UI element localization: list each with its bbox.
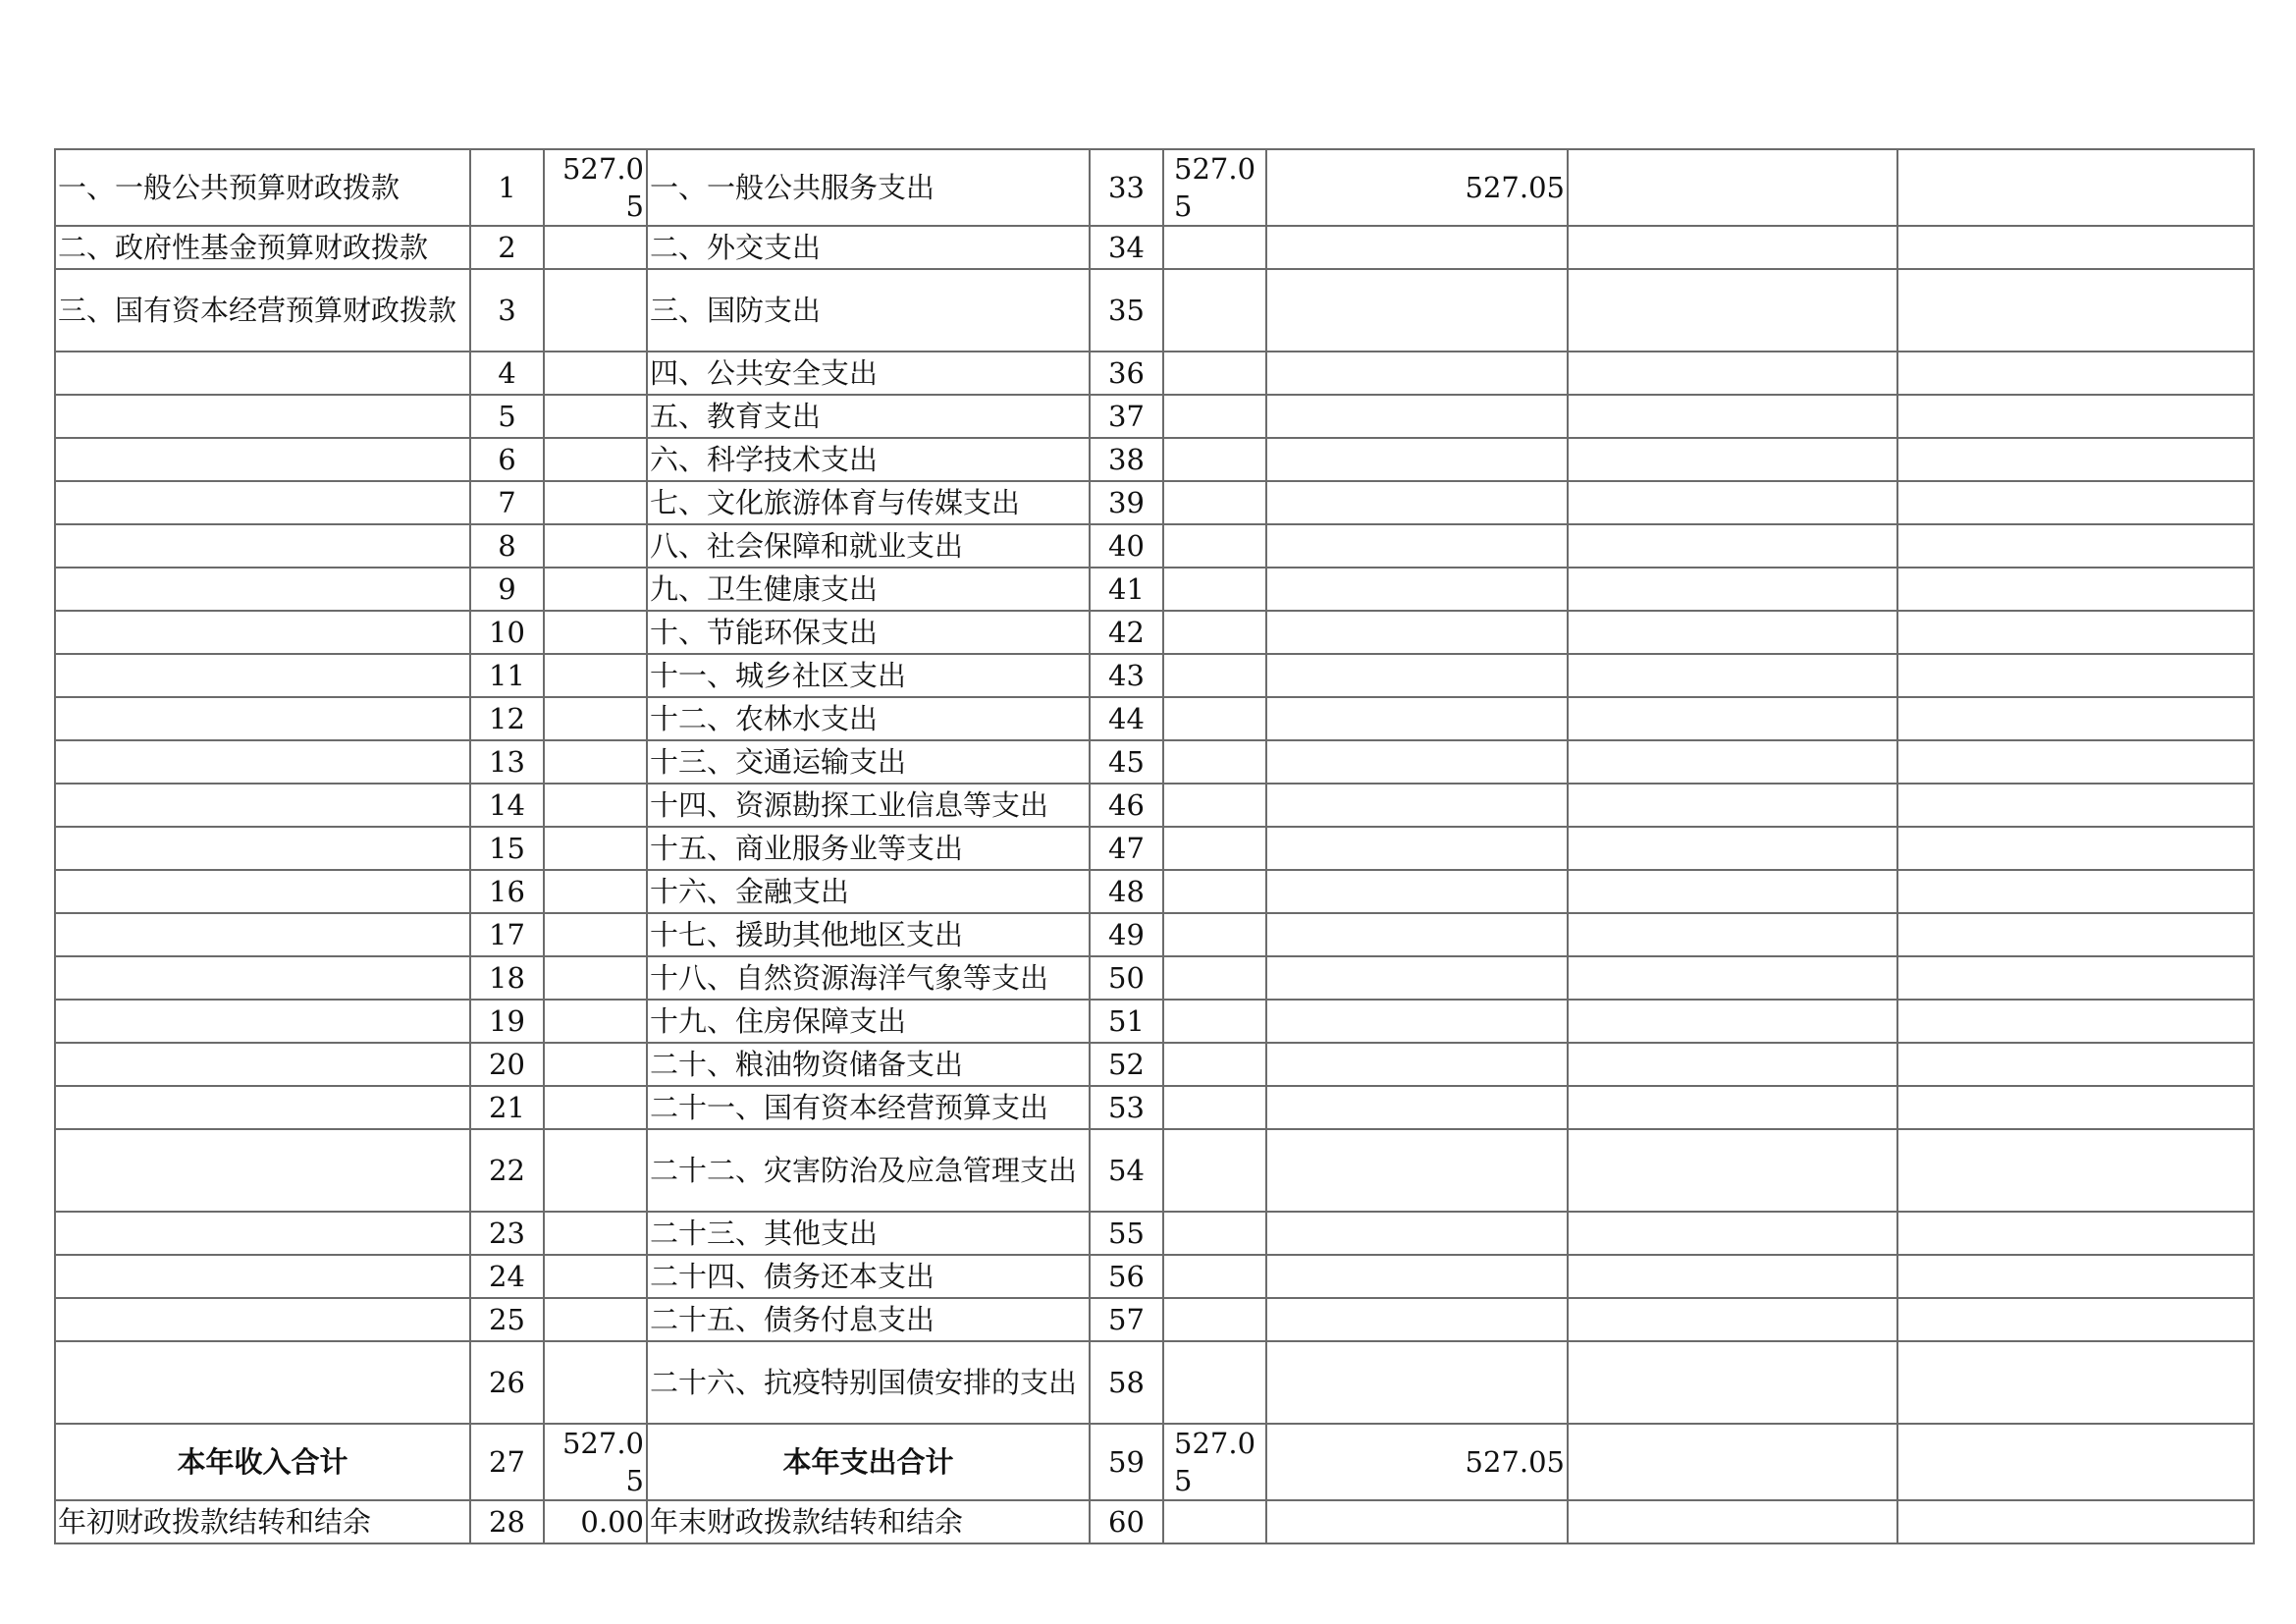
expenditure-general-budget bbox=[1266, 654, 1568, 697]
expenditure-general-budget bbox=[1266, 611, 1568, 654]
expenditure-general-budget bbox=[1266, 269, 1568, 352]
income-item-name bbox=[55, 568, 470, 611]
income-line-number: 16 bbox=[470, 870, 544, 913]
income-item-name bbox=[55, 1000, 470, 1043]
income-item-name bbox=[55, 1255, 470, 1298]
table-row bbox=[55, 1255, 2254, 1298]
expenditure-general-budget bbox=[1266, 1298, 1568, 1341]
expenditure-state-capital-budget bbox=[1897, 1298, 2254, 1341]
expenditure-state-capital-budget bbox=[1897, 784, 2254, 827]
expenditure-state-capital-budget bbox=[1897, 1086, 2254, 1129]
income-amount bbox=[544, 870, 647, 913]
expenditure-state-capital-budget bbox=[1897, 1129, 2254, 1212]
income-item-name: 本年收入合计 bbox=[55, 1424, 470, 1500]
expenditure-fund-budget bbox=[1568, 226, 1897, 269]
expenditure-state-capital-budget bbox=[1897, 1341, 2254, 1424]
expenditure-total bbox=[1163, 1000, 1266, 1043]
expenditure-general-budget bbox=[1266, 1500, 1568, 1543]
income-line-number: 5 bbox=[470, 395, 544, 438]
income-line-number: 4 bbox=[470, 352, 544, 395]
expenditure-fund-budget bbox=[1568, 524, 1897, 568]
expenditure-item-name: 十七、援助其他地区支出 bbox=[647, 913, 1090, 956]
expenditure-line-number: 60 bbox=[1090, 1500, 1163, 1543]
income-item-name bbox=[55, 784, 470, 827]
income-item-name bbox=[55, 1086, 470, 1129]
expenditure-item-name: 本年支出合计 bbox=[647, 1424, 1090, 1500]
expenditure-fund-budget bbox=[1568, 1043, 1897, 1086]
income-amount bbox=[544, 395, 647, 438]
expenditure-item-name: 二十三、其他支出 bbox=[647, 1212, 1090, 1255]
income-line-number: 23 bbox=[470, 1212, 544, 1255]
expenditure-fund-budget bbox=[1568, 784, 1897, 827]
expenditure-general-budget bbox=[1266, 1255, 1568, 1298]
expenditure-general-budget bbox=[1266, 226, 1568, 269]
income-line-number: 17 bbox=[470, 913, 544, 956]
expenditure-general-budget bbox=[1266, 697, 1568, 740]
expenditure-item-name: 四、公共安全支出 bbox=[647, 352, 1090, 395]
expenditure-item-name: 五、教育支出 bbox=[647, 395, 1090, 438]
expenditure-line-number: 43 bbox=[1090, 654, 1163, 697]
expenditure-fund-budget bbox=[1568, 1298, 1897, 1341]
table-row bbox=[55, 654, 2254, 697]
expenditure-total bbox=[1163, 1086, 1266, 1129]
table-row bbox=[55, 568, 2254, 611]
expenditure-line-number: 50 bbox=[1090, 956, 1163, 1000]
expenditure-general-budget bbox=[1266, 956, 1568, 1000]
expenditure-line-number: 45 bbox=[1090, 740, 1163, 784]
expenditure-item-name: 六、科学技术支出 bbox=[647, 438, 1090, 481]
income-line-number: 7 bbox=[470, 481, 544, 524]
expenditure-total bbox=[1163, 1298, 1266, 1341]
expenditure-total bbox=[1163, 438, 1266, 481]
expenditure-item-name: 十五、商业服务业等支出 bbox=[647, 827, 1090, 870]
expenditure-total bbox=[1163, 654, 1266, 697]
table-row bbox=[55, 1129, 2254, 1212]
income-amount bbox=[544, 1212, 647, 1255]
expenditure-general-budget: 527.05 bbox=[1266, 1424, 1568, 1500]
expenditure-item-name: 十九、住房保障支出 bbox=[647, 1000, 1090, 1043]
table-row bbox=[55, 438, 2254, 481]
expenditure-line-number: 42 bbox=[1090, 611, 1163, 654]
income-amount bbox=[544, 1000, 647, 1043]
expenditure-state-capital-budget bbox=[1897, 870, 2254, 913]
expenditure-line-number: 58 bbox=[1090, 1341, 1163, 1424]
expenditure-state-capital-budget bbox=[1897, 740, 2254, 784]
expenditure-total bbox=[1163, 269, 1266, 352]
expenditure-general-budget bbox=[1266, 784, 1568, 827]
table-row bbox=[55, 827, 2254, 870]
income-item-name bbox=[55, 1129, 470, 1212]
expenditure-item-name: 三、国防支出 bbox=[647, 269, 1090, 352]
income-line-number: 2 bbox=[470, 226, 544, 269]
income-item-name bbox=[55, 827, 470, 870]
expenditure-line-number: 57 bbox=[1090, 1298, 1163, 1341]
income-amount bbox=[544, 913, 647, 956]
income-amount bbox=[544, 784, 647, 827]
expenditure-total bbox=[1163, 1500, 1266, 1543]
income-amount bbox=[544, 226, 647, 269]
expenditure-line-number: 37 bbox=[1090, 395, 1163, 438]
expenditure-state-capital-budget bbox=[1897, 1212, 2254, 1255]
income-item-name: 一、一般公共预算财政拨款 bbox=[55, 149, 470, 226]
income-item-name bbox=[55, 1043, 470, 1086]
expenditure-general-budget bbox=[1266, 1086, 1568, 1129]
expenditure-state-capital-budget bbox=[1897, 524, 2254, 568]
expenditure-fund-budget bbox=[1568, 1255, 1897, 1298]
income-line-number: 8 bbox=[470, 524, 544, 568]
expenditure-general-budget: 527.05 bbox=[1266, 149, 1568, 226]
income-amount bbox=[544, 352, 647, 395]
expenditure-state-capital-budget bbox=[1897, 226, 2254, 269]
expenditure-general-budget bbox=[1266, 1341, 1568, 1424]
expenditure-state-capital-budget bbox=[1897, 352, 2254, 395]
income-item-name: 三、国有资本经营预算财政拨款 bbox=[55, 269, 470, 352]
expenditure-item-name: 二、外交支出 bbox=[647, 226, 1090, 269]
expenditure-general-budget bbox=[1266, 827, 1568, 870]
income-amount bbox=[544, 481, 647, 524]
expenditure-state-capital-budget bbox=[1897, 913, 2254, 956]
expenditure-item-name: 十六、金融支出 bbox=[647, 870, 1090, 913]
expenditure-item-name: 十三、交通运输支出 bbox=[647, 740, 1090, 784]
expenditure-line-number: 34 bbox=[1090, 226, 1163, 269]
budget-summary-table bbox=[54, 148, 2255, 1544]
expenditure-fund-budget bbox=[1568, 1129, 1897, 1212]
income-item-name bbox=[55, 481, 470, 524]
income-item-name: 二、政府性基金预算财政拨款 bbox=[55, 226, 470, 269]
expenditure-line-number: 56 bbox=[1090, 1255, 1163, 1298]
income-item-name bbox=[55, 438, 470, 481]
income-amount bbox=[544, 438, 647, 481]
expenditure-line-number: 53 bbox=[1090, 1086, 1163, 1129]
table-row bbox=[55, 481, 2254, 524]
income-amount bbox=[544, 1341, 647, 1424]
income-line-number: 14 bbox=[470, 784, 544, 827]
expenditure-general-budget bbox=[1266, 870, 1568, 913]
expenditure-fund-budget bbox=[1568, 481, 1897, 524]
income-amount bbox=[544, 1255, 647, 1298]
income-amount bbox=[544, 611, 647, 654]
income-amount bbox=[544, 1086, 647, 1129]
expenditure-fund-budget bbox=[1568, 149, 1897, 226]
income-line-number: 15 bbox=[470, 827, 544, 870]
table-row bbox=[55, 524, 2254, 568]
income-line-number: 22 bbox=[470, 1129, 544, 1212]
table-row bbox=[55, 1341, 2254, 1424]
table-row bbox=[55, 352, 2254, 395]
table-row bbox=[55, 611, 2254, 654]
expenditure-total bbox=[1163, 352, 1266, 395]
expenditure-total: 527.05 bbox=[1163, 1424, 1266, 1500]
income-item-name bbox=[55, 913, 470, 956]
income-amount: 527.05 bbox=[544, 1424, 647, 1500]
expenditure-fund-budget bbox=[1568, 1212, 1897, 1255]
expenditure-state-capital-budget bbox=[1897, 1000, 2254, 1043]
expenditure-fund-budget bbox=[1568, 740, 1897, 784]
table-row bbox=[55, 149, 2254, 226]
expenditure-item-name: 十、节能环保支出 bbox=[647, 611, 1090, 654]
income-line-number: 18 bbox=[470, 956, 544, 1000]
expenditure-total bbox=[1163, 697, 1266, 740]
income-amount bbox=[544, 1043, 647, 1086]
income-item-name bbox=[55, 956, 470, 1000]
expenditure-state-capital-budget bbox=[1897, 1255, 2254, 1298]
expenditure-total bbox=[1163, 481, 1266, 524]
expenditure-item-name: 十一、城乡社区支出 bbox=[647, 654, 1090, 697]
table-row bbox=[55, 1212, 2254, 1255]
income-line-number: 28 bbox=[470, 1500, 544, 1543]
expenditure-item-name: 一、一般公共服务支出 bbox=[647, 149, 1090, 226]
expenditure-item-name: 二十、粮油物资储备支出 bbox=[647, 1043, 1090, 1086]
expenditure-total bbox=[1163, 740, 1266, 784]
expenditure-total bbox=[1163, 827, 1266, 870]
expenditure-line-number: 44 bbox=[1090, 697, 1163, 740]
expenditure-general-budget bbox=[1266, 481, 1568, 524]
table-row bbox=[55, 1500, 2254, 1543]
expenditure-total: 527.05 bbox=[1163, 149, 1266, 226]
expenditure-line-number: 47 bbox=[1090, 827, 1163, 870]
expenditure-line-number: 51 bbox=[1090, 1000, 1163, 1043]
income-amount bbox=[544, 827, 647, 870]
expenditure-line-number: 33 bbox=[1090, 149, 1163, 226]
expenditure-fund-budget bbox=[1568, 1000, 1897, 1043]
table-row bbox=[55, 1298, 2254, 1341]
income-line-number: 11 bbox=[470, 654, 544, 697]
expenditure-total bbox=[1163, 1043, 1266, 1086]
expenditure-state-capital-budget bbox=[1897, 1424, 2254, 1500]
expenditure-item-name: 二十六、抗疫特别国债安排的支出 bbox=[647, 1341, 1090, 1424]
income-amount bbox=[544, 654, 647, 697]
expenditure-general-budget bbox=[1266, 1212, 1568, 1255]
expenditure-general-budget bbox=[1266, 524, 1568, 568]
income-amount bbox=[544, 269, 647, 352]
table-body bbox=[55, 149, 2254, 1543]
expenditure-line-number: 54 bbox=[1090, 1129, 1163, 1212]
expenditure-general-budget bbox=[1266, 913, 1568, 956]
expenditure-fund-budget bbox=[1568, 1086, 1897, 1129]
expenditure-total bbox=[1163, 226, 1266, 269]
expenditure-state-capital-budget bbox=[1897, 568, 2254, 611]
expenditure-item-name: 二十一、国有资本经营预算支出 bbox=[647, 1086, 1090, 1129]
expenditure-total bbox=[1163, 1212, 1266, 1255]
expenditure-state-capital-budget bbox=[1897, 438, 2254, 481]
expenditure-item-name: 十四、资源勘探工业信息等支出 bbox=[647, 784, 1090, 827]
expenditure-total bbox=[1163, 1129, 1266, 1212]
income-line-number: 9 bbox=[470, 568, 544, 611]
expenditure-fund-budget bbox=[1568, 352, 1897, 395]
table-total-row bbox=[55, 1424, 2254, 1500]
income-item-name bbox=[55, 1212, 470, 1255]
income-item-name bbox=[55, 524, 470, 568]
expenditure-line-number: 36 bbox=[1090, 352, 1163, 395]
expenditure-state-capital-budget bbox=[1897, 956, 2254, 1000]
income-line-number: 6 bbox=[470, 438, 544, 481]
income-amount bbox=[544, 524, 647, 568]
expenditure-state-capital-budget bbox=[1897, 654, 2254, 697]
expenditure-general-budget bbox=[1266, 438, 1568, 481]
expenditure-total bbox=[1163, 784, 1266, 827]
table-row bbox=[55, 784, 2254, 827]
income-amount bbox=[544, 1298, 647, 1341]
income-line-number: 25 bbox=[470, 1298, 544, 1341]
expenditure-fund-budget bbox=[1568, 1424, 1897, 1500]
income-item-name bbox=[55, 1341, 470, 1424]
expenditure-fund-budget bbox=[1568, 611, 1897, 654]
expenditure-fund-budget bbox=[1568, 269, 1897, 352]
income-line-number: 24 bbox=[470, 1255, 544, 1298]
table-row bbox=[55, 870, 2254, 913]
income-item-name bbox=[55, 740, 470, 784]
expenditure-total bbox=[1163, 1255, 1266, 1298]
income-amount bbox=[544, 740, 647, 784]
expenditure-state-capital-budget bbox=[1897, 149, 2254, 226]
expenditure-fund-budget bbox=[1568, 654, 1897, 697]
expenditure-item-name: 二十五、债务付息支出 bbox=[647, 1298, 1090, 1341]
expenditure-state-capital-budget bbox=[1897, 481, 2254, 524]
income-line-number: 26 bbox=[470, 1341, 544, 1424]
expenditure-fund-budget bbox=[1568, 870, 1897, 913]
expenditure-general-budget bbox=[1266, 395, 1568, 438]
income-item-name: 年初财政拨款结转和结余 bbox=[55, 1500, 470, 1543]
income-amount: 0.00 bbox=[544, 1500, 647, 1543]
expenditure-state-capital-budget bbox=[1897, 395, 2254, 438]
expenditure-general-budget bbox=[1266, 740, 1568, 784]
table-row bbox=[55, 395, 2254, 438]
expenditure-fund-budget bbox=[1568, 956, 1897, 1000]
income-line-number: 20 bbox=[470, 1043, 544, 1086]
expenditure-state-capital-budget bbox=[1897, 697, 2254, 740]
expenditure-item-name: 九、卫生健康支出 bbox=[647, 568, 1090, 611]
expenditure-item-name: 七、文化旅游体育与传媒支出 bbox=[647, 481, 1090, 524]
expenditure-item-name: 二十四、债务还本支出 bbox=[647, 1255, 1090, 1298]
expenditure-general-budget bbox=[1266, 1129, 1568, 1212]
income-item-name bbox=[55, 352, 470, 395]
expenditure-line-number: 48 bbox=[1090, 870, 1163, 913]
income-item-name bbox=[55, 611, 470, 654]
expenditure-line-number: 39 bbox=[1090, 481, 1163, 524]
expenditure-fund-budget bbox=[1568, 438, 1897, 481]
income-amount: 527.05 bbox=[544, 149, 647, 226]
income-item-name bbox=[55, 697, 470, 740]
table-row bbox=[55, 1000, 2254, 1043]
income-line-number: 27 bbox=[470, 1424, 544, 1500]
table-row bbox=[55, 740, 2254, 784]
table-row bbox=[55, 1043, 2254, 1086]
expenditure-general-budget bbox=[1266, 568, 1568, 611]
income-line-number: 10 bbox=[470, 611, 544, 654]
income-line-number: 12 bbox=[470, 697, 544, 740]
expenditure-item-name: 八、社会保障和就业支出 bbox=[647, 524, 1090, 568]
expenditure-line-number: 52 bbox=[1090, 1043, 1163, 1086]
table-row bbox=[55, 956, 2254, 1000]
table-row bbox=[55, 226, 2254, 269]
expenditure-total bbox=[1163, 913, 1266, 956]
expenditure-fund-budget bbox=[1568, 913, 1897, 956]
expenditure-line-number: 40 bbox=[1090, 524, 1163, 568]
expenditure-line-number: 59 bbox=[1090, 1424, 1163, 1500]
income-item-name bbox=[55, 654, 470, 697]
expenditure-line-number: 46 bbox=[1090, 784, 1163, 827]
expenditure-item-name: 二十二、灾害防治及应急管理支出 bbox=[647, 1129, 1090, 1212]
table-row bbox=[55, 697, 2254, 740]
table-row bbox=[55, 1086, 2254, 1129]
table-row bbox=[55, 913, 2254, 956]
income-item-name bbox=[55, 395, 470, 438]
income-line-number: 1 bbox=[470, 149, 544, 226]
income-amount bbox=[544, 956, 647, 1000]
expenditure-fund-budget bbox=[1568, 1341, 1897, 1424]
expenditure-fund-budget bbox=[1568, 697, 1897, 740]
expenditure-total bbox=[1163, 1341, 1266, 1424]
expenditure-general-budget bbox=[1266, 1043, 1568, 1086]
expenditure-state-capital-budget bbox=[1897, 827, 2254, 870]
expenditure-line-number: 35 bbox=[1090, 269, 1163, 352]
expenditure-item-name: 十二、农林水支出 bbox=[647, 697, 1090, 740]
income-line-number: 13 bbox=[470, 740, 544, 784]
income-line-number: 21 bbox=[470, 1086, 544, 1129]
expenditure-fund-budget bbox=[1568, 1500, 1897, 1543]
expenditure-line-number: 38 bbox=[1090, 438, 1163, 481]
expenditure-fund-budget bbox=[1568, 827, 1897, 870]
income-line-number: 3 bbox=[470, 269, 544, 352]
expenditure-item-name: 十八、自然资源海洋气象等支出 bbox=[647, 956, 1090, 1000]
income-amount bbox=[544, 1129, 647, 1212]
expenditure-line-number: 55 bbox=[1090, 1212, 1163, 1255]
expenditure-state-capital-budget bbox=[1897, 1500, 2254, 1543]
expenditure-general-budget bbox=[1266, 352, 1568, 395]
income-item-name bbox=[55, 1298, 470, 1341]
income-amount bbox=[544, 568, 647, 611]
expenditure-total bbox=[1163, 524, 1266, 568]
expenditure-item-name: 年末财政拨款结转和结余 bbox=[647, 1500, 1090, 1543]
expenditure-general-budget bbox=[1266, 1000, 1568, 1043]
expenditure-total bbox=[1163, 956, 1266, 1000]
expenditure-state-capital-budget bbox=[1897, 1043, 2254, 1086]
expenditure-state-capital-budget bbox=[1897, 269, 2254, 352]
expenditure-total bbox=[1163, 568, 1266, 611]
income-item-name bbox=[55, 870, 470, 913]
expenditure-fund-budget bbox=[1568, 395, 1897, 438]
table-row bbox=[55, 269, 2254, 352]
expenditure-total bbox=[1163, 611, 1266, 654]
expenditure-total bbox=[1163, 870, 1266, 913]
expenditure-state-capital-budget bbox=[1897, 611, 2254, 654]
income-amount bbox=[544, 697, 647, 740]
expenditure-total bbox=[1163, 395, 1266, 438]
expenditure-line-number: 49 bbox=[1090, 913, 1163, 956]
expenditure-fund-budget bbox=[1568, 568, 1897, 611]
expenditure-line-number: 41 bbox=[1090, 568, 1163, 611]
income-line-number: 19 bbox=[470, 1000, 544, 1043]
